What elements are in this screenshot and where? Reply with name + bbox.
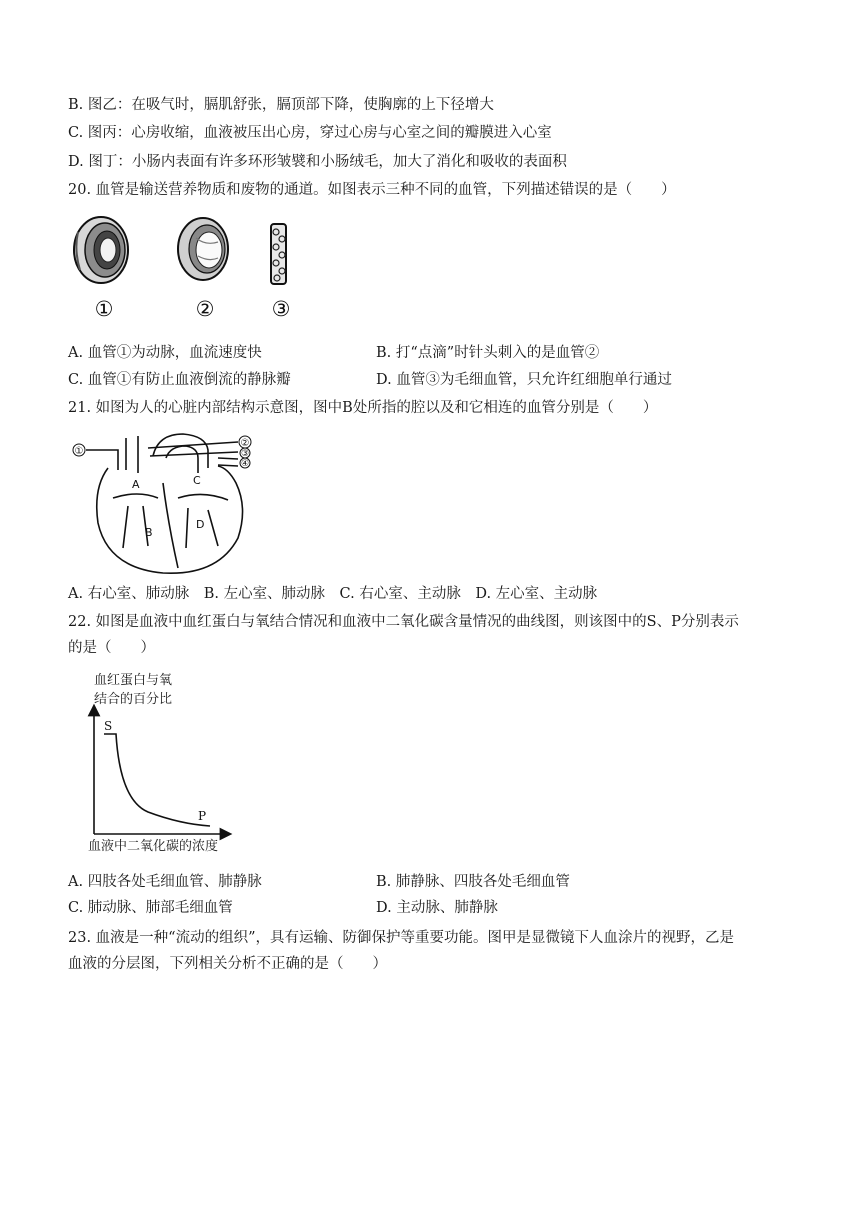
q21-options: A. 右心室、肺动脉 B. 左心室、肺动脉 C. 右心室、主动脉 D. 左心室、主动脉 — [68, 586, 598, 602]
heart-diagram — [68, 428, 268, 578]
vein-cross-section-image — [178, 218, 228, 280]
heart-label-3: ③ — [240, 449, 250, 459]
q20-option-c: C. 血管①有防止血液倒流的静脉瓣 — [68, 372, 291, 388]
chart-point-s: S — [104, 719, 113, 733]
q22-option-a: A. 四肢各处毛细血管、肺静脉 — [68, 874, 262, 890]
chart-y-label-line1: 血红蛋白与氧 — [94, 673, 173, 688]
heart-label-1: ① — [74, 446, 84, 457]
heart-chamber-a: A — [132, 478, 140, 491]
heart-chamber-c: C — [193, 474, 201, 487]
q22-stem-line2: 的是（ ） — [68, 640, 155, 656]
saturation-curve-chart — [80, 670, 260, 860]
q20-option-b: B. 打“点滴”时针头刺入的是血管② — [376, 345, 600, 361]
q19-option-d: D. 图丁：小肠内表面有许多环形皱襞和小肠绒毛，加大了消化和吸收的表面积 — [68, 154, 567, 170]
heart-label-2: ② — [240, 438, 250, 449]
saturation-curve — [104, 734, 210, 826]
capillary-image — [271, 224, 286, 284]
q22-stem-line1: 22. 如图是血液中血红蛋白与氧结合情况和血液中二氧化碳含量情况的曲线图，则该图中的S、P分别表示 — [68, 614, 739, 630]
q20-option-a: A. 血管①为动脉，血流速度快 — [68, 345, 262, 361]
blood-vessels-figure — [68, 212, 308, 324]
vessel-label-1: ① — [94, 297, 114, 321]
artery-cross-section-image — [74, 217, 128, 283]
q23-stem-line2: 血液的分层图，下列相关分析不正确的是（ ） — [68, 956, 387, 972]
heart-chamber-d: D — [196, 518, 205, 531]
chart-y-label-line2: 结合的百分比 — [94, 692, 173, 707]
q19-option-c: C. 图丙：心房收缩，血液被压出心房，穿过心房与心室之间的瓣膜进入心室 — [68, 125, 552, 141]
heart-chamber-b: B — [145, 526, 153, 539]
q23-stem-line1: 23. 血液是一种“流动的组织”，具有运输、防御保护等重要功能。图甲是显微镜下人血涂片的视野，乙是 — [68, 930, 734, 946]
chart-x-label: 血液中二氧化碳的浓度 — [88, 839, 219, 854]
chart-point-p: P — [198, 809, 207, 823]
heart-label-4: ④ — [240, 459, 250, 469]
q20-stem: 20. 血管是输送营养物质和废物的通道。如图表示三种不同的血管，下列描述错误的是（ ） — [68, 182, 676, 198]
vessel-label-3: ③ — [271, 297, 291, 321]
q21-stem: 21. 如图为人的心脏内部结构示意图，图中B处所指的腔以及和它相连的血管分别是（ ） — [68, 400, 658, 416]
q22-option-d: D. 主动脉、肺静脉 — [376, 900, 498, 916]
vessel-label-2: ② — [195, 297, 215, 321]
chart-plot — [80, 670, 260, 860]
q22-option-b: B. 肺静脉、四肢各处毛细血管 — [376, 874, 570, 890]
q19-option-b: B. 图乙：在吸气时，膈肌舒张，膈顶部下降，使胸廓的上下径增大 — [68, 97, 494, 113]
q20-option-d: D. 血管③为毛细血管，只允许红细胞单行通过 — [376, 372, 672, 388]
q22-option-c: C. 肺动脉、肺部毛细血管 — [68, 900, 233, 916]
